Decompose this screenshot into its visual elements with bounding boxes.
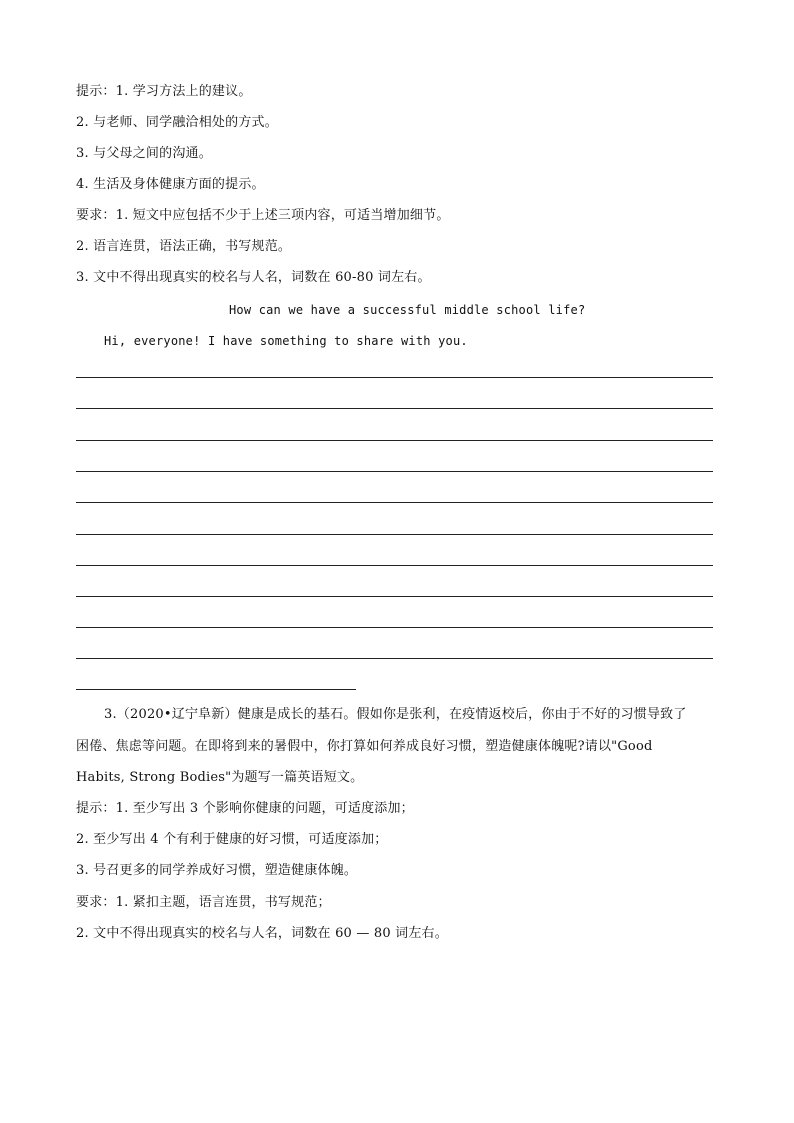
short-writing-line bbox=[76, 689, 356, 690]
question-3-hint-line-2: 2. 至少写出 4 个有利于健康的好习惯，可适度添加； bbox=[76, 832, 388, 847]
hint-line-4: 4. 生活及身体健康方面的提示。 bbox=[76, 177, 265, 192]
question-3-line-2: 困倦、焦虑等问题。在即将到来的暑假中，你打算如何养成良好习惯，塑造健康体魄呢?请以"Good bbox=[76, 739, 653, 754]
writing-line bbox=[76, 658, 713, 659]
essay-title: How can we have a successful middle school life? bbox=[229, 303, 586, 317]
essay-opening: Hi, everyone! I have something to share with you. bbox=[104, 334, 468, 348]
writing-line bbox=[76, 502, 713, 503]
writing-line bbox=[76, 627, 713, 628]
requirement-line-1: 要求：1. 短文中应包括不少于上述三项内容，可适当增加细节。 bbox=[76, 208, 450, 223]
requirement-line-3: 3. 文中不得出现真实的校名与人名，词数在 60-80 词左右。 bbox=[76, 270, 431, 285]
question-3-line-1: 3.（2020•辽宁阜新）健康是成长的基石。假如你是张利，在疫情返校后，你由于不好的习惯导致了 bbox=[104, 707, 687, 722]
writing-line bbox=[76, 471, 713, 472]
writing-line bbox=[76, 440, 713, 441]
writing-line bbox=[76, 534, 713, 535]
question-3-requirement-line-2: 2. 文中不得出现真实的校名与人名，词数在 60 — 80 词左右。 bbox=[76, 926, 448, 941]
hint-line-1: 提示：1. 学习方法上的建议。 bbox=[76, 84, 252, 99]
writing-line bbox=[76, 377, 713, 378]
question-3-hint-line-3: 3. 号召更多的同学养成好习惯，塑造健康体魄。 bbox=[76, 863, 358, 878]
hint-line-3: 3. 与父母之间的沟通。 bbox=[76, 146, 212, 161]
writing-line bbox=[76, 565, 713, 566]
writing-line bbox=[76, 596, 713, 597]
requirement-line-2: 2. 语言连贯，语法正确，书写规范。 bbox=[76, 239, 292, 254]
question-3-hint-line-1: 提示：1. 至少写出 3 个影响你健康的问题，可适度添加； bbox=[76, 801, 414, 816]
question-3-requirement-line-1: 要求：1. 紧扣主题，语言连贯，书写规范； bbox=[76, 895, 331, 910]
writing-line bbox=[76, 408, 713, 409]
hint-line-2: 2. 与老师、同学融洽相处的方式。 bbox=[76, 115, 278, 130]
question-3-line-3: Habits, Strong Bodies"为题写一篇英语短文。 bbox=[76, 770, 364, 785]
